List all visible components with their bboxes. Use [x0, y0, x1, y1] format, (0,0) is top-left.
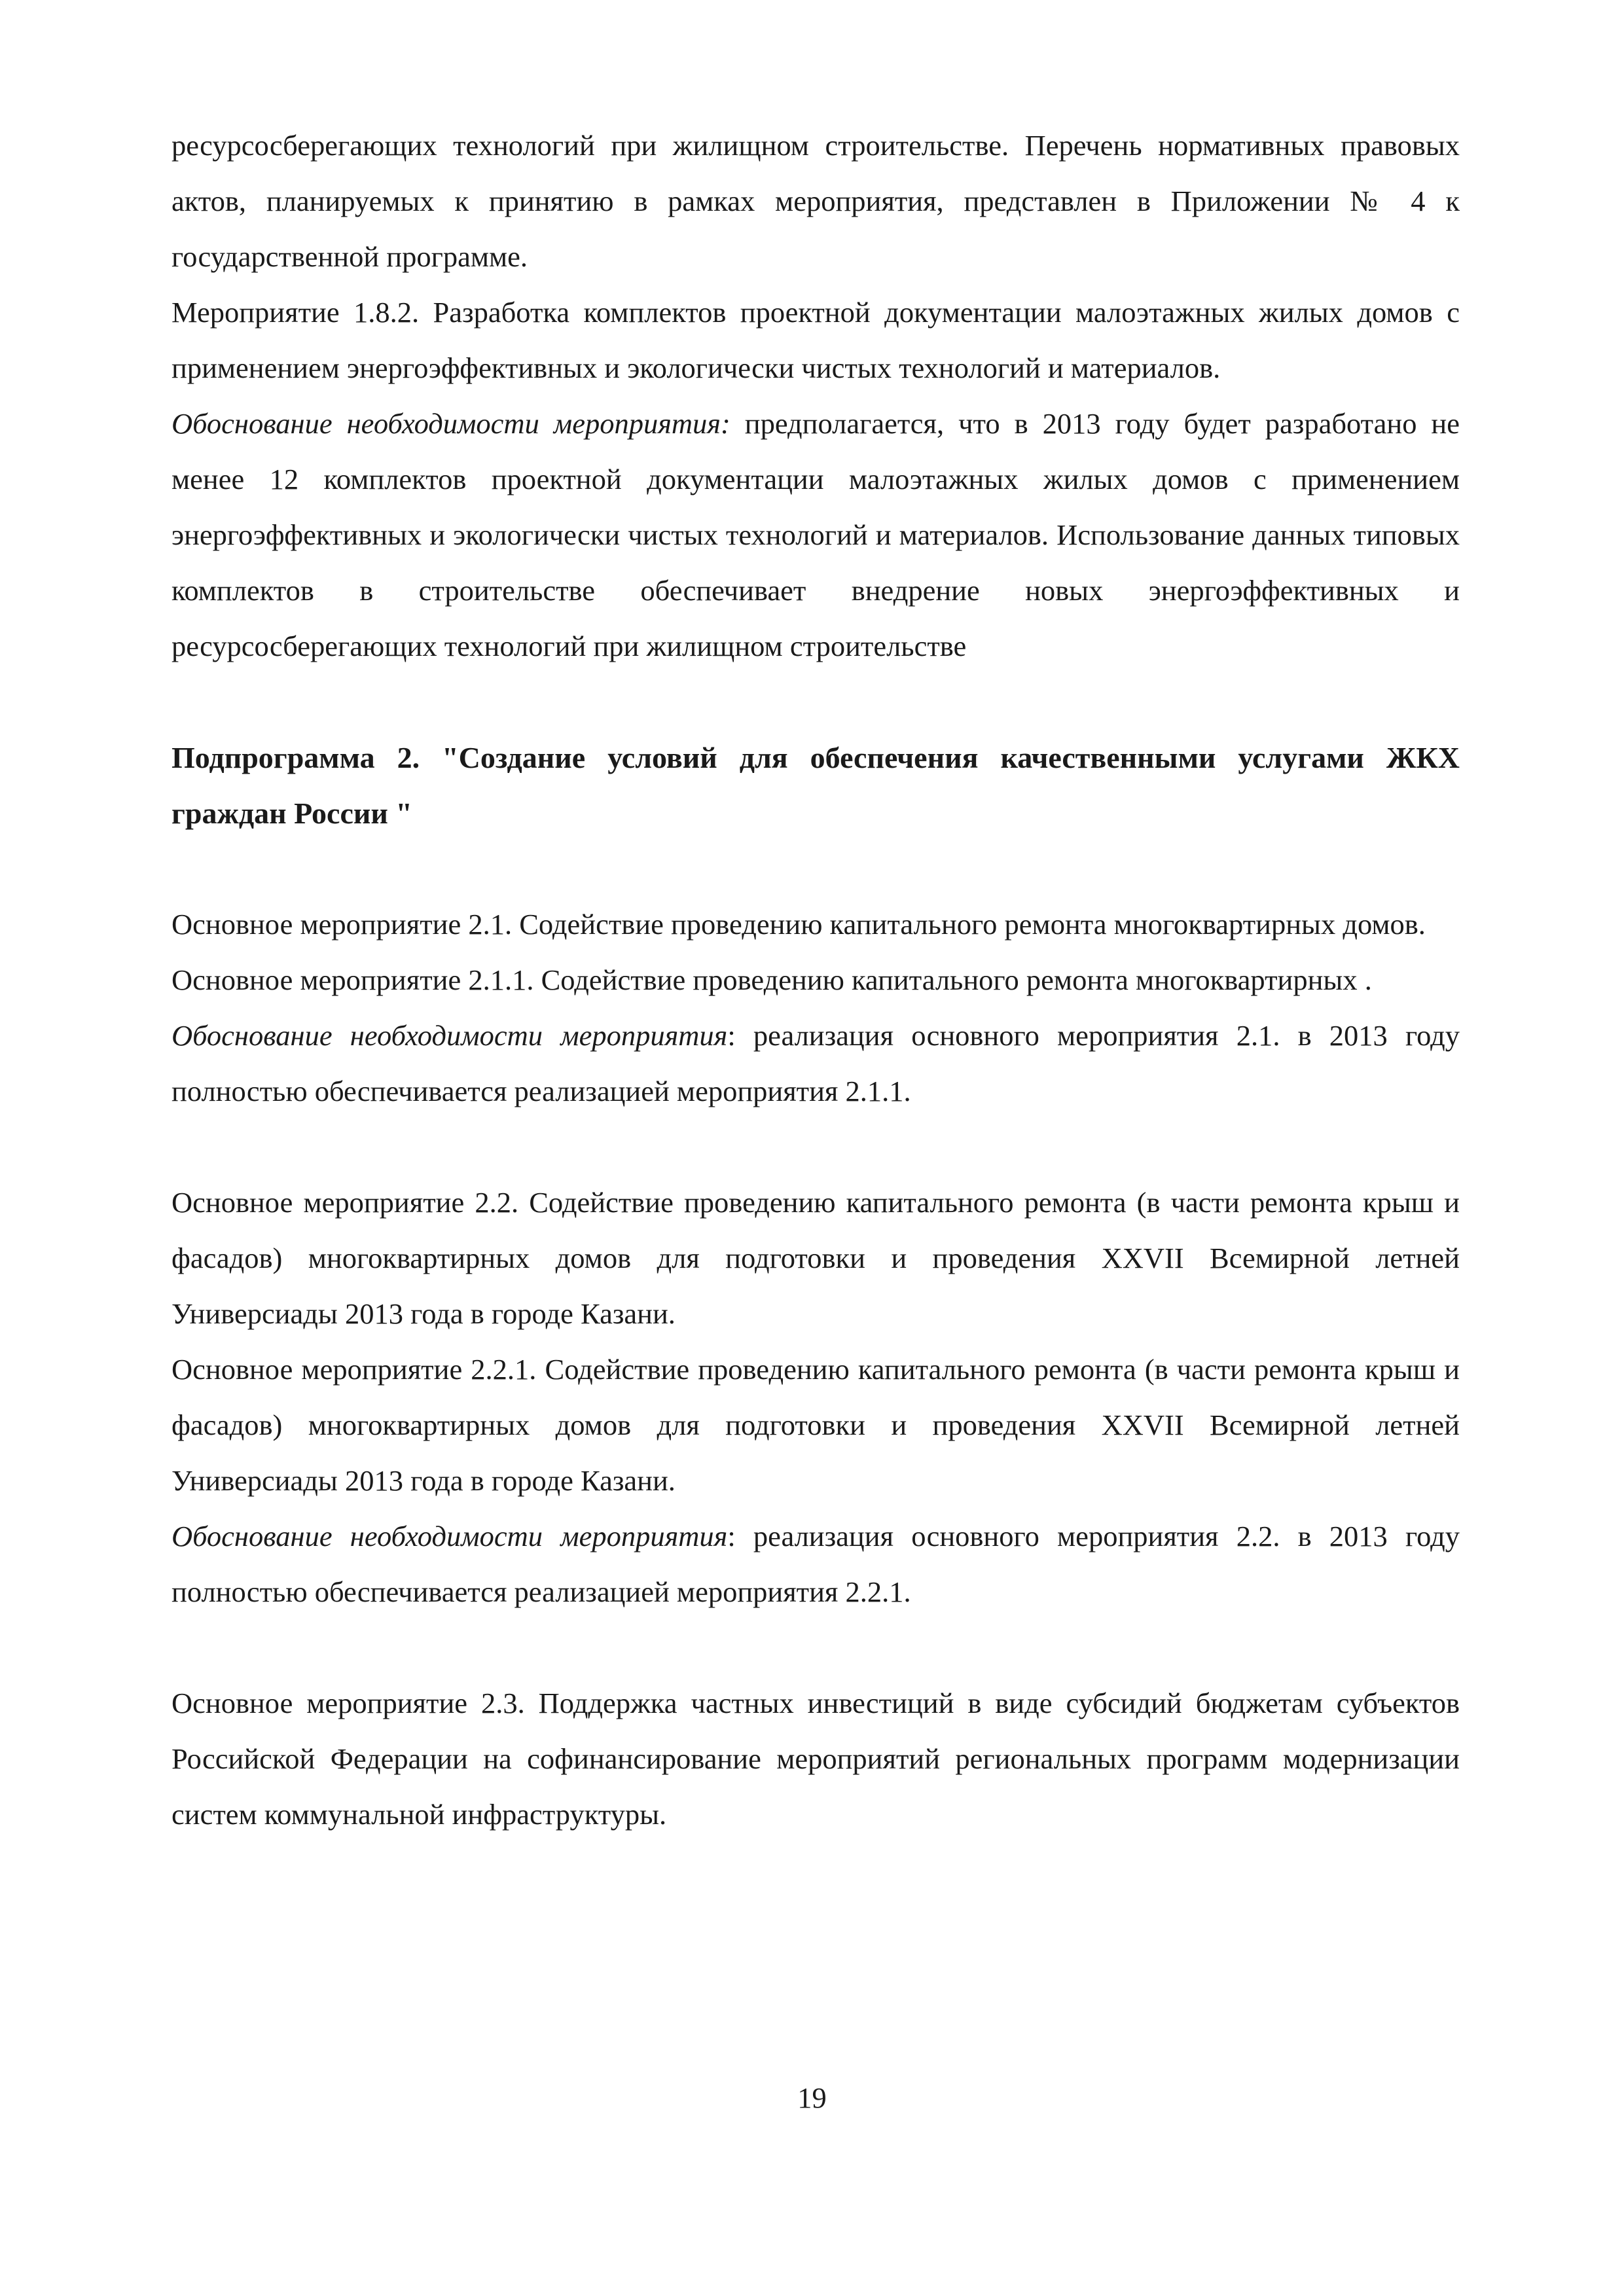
document-page — [171, 118, 1460, 1842]
justification-label: Обоснование необходимости мероприятия: — [171, 407, 731, 440]
paragraph-regulatory-acts: ресурсосберегающих технологий при жилищном строительстве. Перечень нормативных правовых актов, планируемых к принятию в рамках мероприятия, представлен в Приложении № 4 к государственной программе. — [171, 129, 1460, 273]
page-number: 19 — [797, 2081, 827, 2114]
subprogram-2-heading: Подпрограмма 2. "Создание условий для обеспечения качественными услугами ЖКХ граждан России " — [171, 741, 1460, 830]
justification-label: Обоснование необходимости мероприятия — [171, 1019, 728, 1052]
justification-label: Обоснование необходимости мероприятия — [171, 1520, 728, 1552]
paragraph-measure-2-1: Основное мероприятие 2.1. Содействие проведению капитального ремонта многоквартирных домов. — [171, 908, 1426, 941]
paragraph-measure-1-8-2: Мероприятие 1.8.2. Разработка комплектов проектной документации малоэтажных жилых домов с применением энергоэффективных и экологически чистых технологий и материалов. — [171, 296, 1460, 384]
paragraph-measure-2-3: Основное мероприятие 2.3. Поддержка частных инвестиций в виде субсидий бюджетам субъектов Российской Федерации на софинансирование мероприятий региональных программ модернизации систем коммунальной инфраструктуры. — [171, 1687, 1460, 1831]
paragraph-measure-2-1-1: Основное мероприятие 2.1.1. Содействие проведению капитального ремонта многоквартирных . — [171, 963, 1372, 996]
spacer — [171, 1620, 1460, 1676]
spacer — [171, 674, 1460, 730]
paragraph-justification-1-8-2: Обоснование необходимости мероприятия: предполагается, что в 2013 году будет разработано не менее 12 комплектов проектной документации малоэтажных жилых домов с применением энергоэффективных и экологически чистых технологий и материалов. Использование данных типовых комплектов в строительстве обеспечивает внедрение новых энергоэффективных и ресурсосберегающих технологий при жилищном строительстве — [171, 407, 1460, 662]
spacer — [171, 841, 1460, 897]
paragraph-justification-2-1: Обоснование необходимости мероприятия: реализация основного мероприятия 2.1. в 2013 году полностью обеспечивается реализацией мероприятия 2.1.1. — [171, 1019, 1460, 1107]
paragraph-justification-2-2: Обоснование необходимости мероприятия: реализация основного мероприятия 2.2. в 2013 году полностью обеспечивается реализацией мероприятия 2.2.1. — [171, 1520, 1460, 1608]
paragraph-measure-2-2: Основное мероприятие 2.2. Содействие проведению капитального ремонта (в части ремонта крыш и фасадов) многоквартирных домов для подготовки и проведения XXVII Всемирной летней Универсиады 2013 года в городе Казани. — [171, 1186, 1460, 1330]
paragraph-measure-2-2-1: Основное мероприятие 2.2.1. Содействие проведению капитального ремонта (в части ремонта крыш и фасадов) многоквартирных домов для подготовки и проведения XXVII Всемирной летней Универсиады 2013 года в городе Казани. — [171, 1353, 1460, 1497]
spacer — [171, 1119, 1460, 1175]
